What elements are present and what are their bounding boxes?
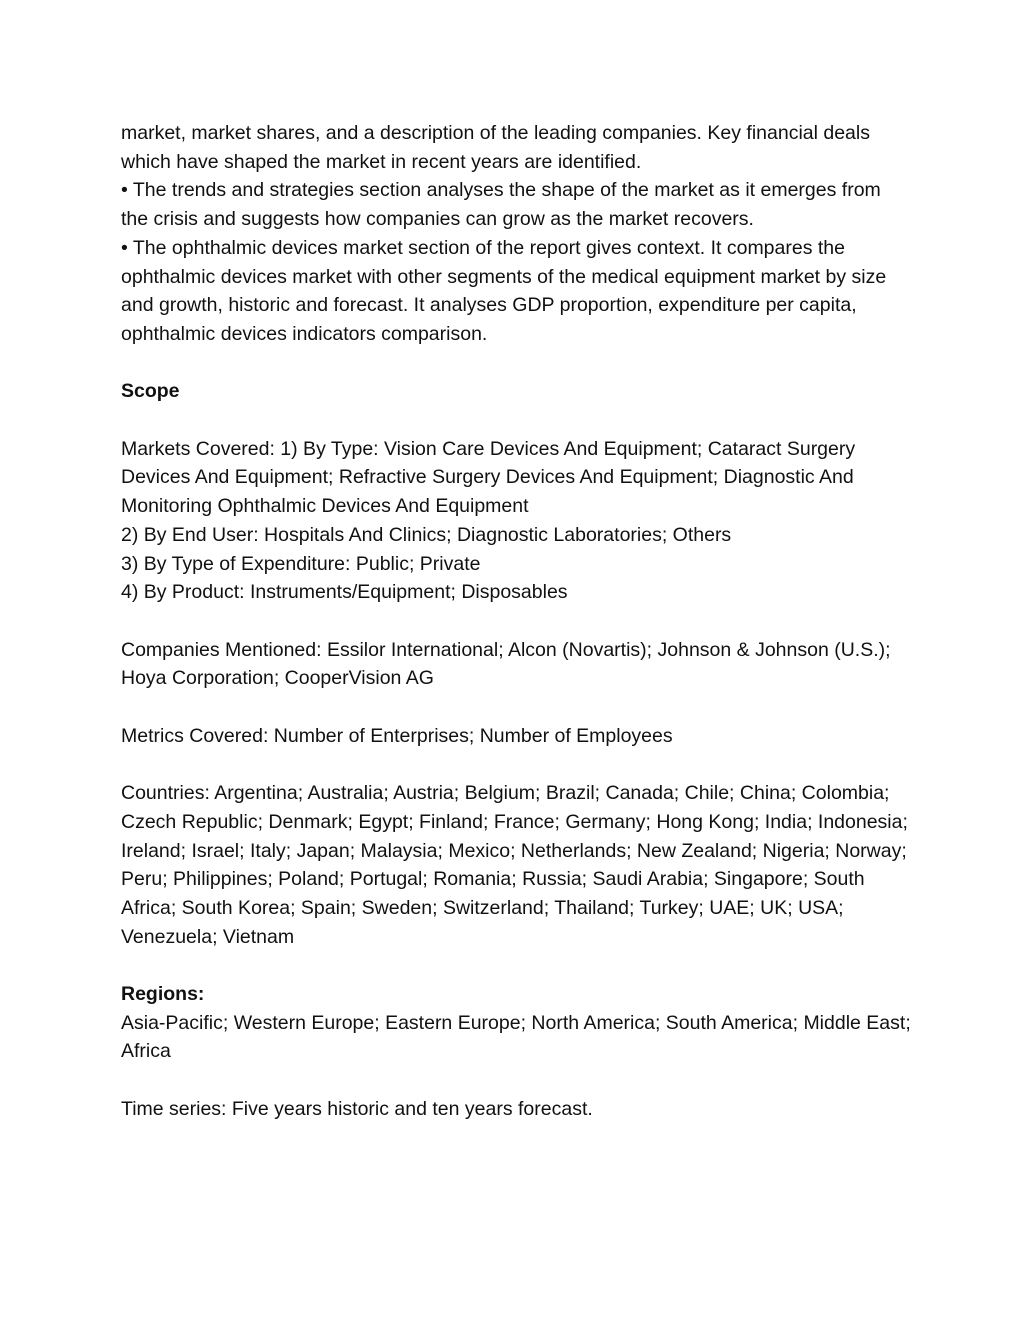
markets-covered-expenditure: 3) By Type of Expenditure: Public; Private	[121, 552, 481, 575]
spacer	[121, 349, 911, 378]
markets-covered-type: Markets Covered: 1) By Type: Vision Care Devices And Equipment; Cataract Surgery Devices And Equipment; Refractive Surgery Devices And Equipment; Diagnostic And Monitoring Ophthalmic Devices And Equipment	[121, 437, 856, 518]
spacer	[121, 406, 911, 435]
markets-covered-product: 4) By Product: Instruments/Equipment; Disposables	[121, 581, 568, 604]
metrics-covered: Metrics Covered: Number of Enterprises; Number of Employees	[121, 724, 673, 747]
regions-heading: Regions:	[121, 983, 205, 1005]
countries-list: Countries: Argentina; Australia; Austria; Belgium; Brazil; Canada; Chile; China; Colombia; Czech Republic; Denmark; Egypt; Finland; France; Germany; Hong Kong; India; Indonesia; Ireland; Israel; Italy; Japan; Malaysia; Mexico; Netherlands; New Zealand; Nigeria; Norway; Peru; Philippines; Poland; Portugal; Romania; Russia; Saudi Arabia; Singapore; South Africa; South Korea; Spain; Sweden; Switzerland; Thailand; Turkey; UAE; UK; USA; Venezuela; Vietnam	[121, 782, 908, 948]
companies-mentioned: Companies Mentioned: Essilor International; Alcon (Novartis); Johnson & Johnson (U.S.); Hoya Corporation; CooperVision AG	[121, 638, 891, 690]
document-page	[121, 119, 911, 1124]
scope-heading: Scope	[121, 380, 180, 403]
trends-bullet: • The trends and strategies section analyses the shape of the market as it emerges from the crisis and suggests how companies can grow as the market recovers.	[121, 179, 881, 231]
context-bullet: • The ophthalmic devices market section of the report gives context. It compares the ophthalmic devices market with other segments of the medical equipment market by size and growth, historic and forecast. It analyses GDP proportion, expenditure per capita, ophthalmic devices indicators comparison.	[121, 236, 887, 345]
spacer	[121, 951, 911, 980]
spacer	[121, 1066, 911, 1095]
markets-covered-end-user: 2) By End User: Hospitals And Clinics; Diagnostic Laboratories; Others	[121, 523, 732, 546]
time-series: Time series: Five years historic and ten years forecast.	[121, 1097, 593, 1120]
regions-list: Asia-Pacific; Western Europe; Eastern Europe; North America; South America; Middle East; Africa	[121, 1011, 911, 1063]
spacer	[121, 607, 911, 636]
spacer	[121, 693, 911, 722]
spacer	[121, 750, 911, 779]
intro-continuation-paragraph: market, market shares, and a description of the leading companies. Key financial deals which have shaped the market in recent years are identified.	[121, 122, 870, 173]
